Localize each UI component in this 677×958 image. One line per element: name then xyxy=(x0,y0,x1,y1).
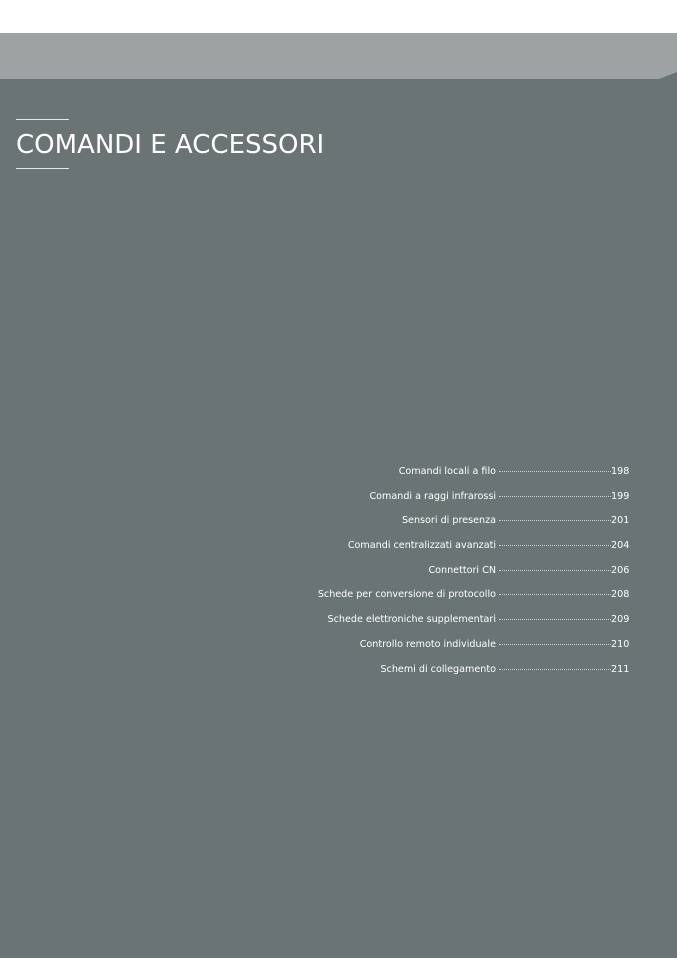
toc-page-number: 211 xyxy=(611,663,630,675)
table-of-contents xyxy=(300,466,629,688)
toc-page-number: 206 xyxy=(611,564,630,576)
toc-entry-controllo-remoto-individuale[interactable] xyxy=(300,639,629,664)
toc-page-number: 201 xyxy=(611,515,630,527)
toc-entry-label: Schemi di collegamento xyxy=(380,663,496,675)
toc-dot-leader xyxy=(499,496,611,497)
toc-entry-label: Connettori CN xyxy=(428,564,496,576)
toc-page-number: 208 xyxy=(611,589,630,601)
toc-entry-comandi-centralizzati-avanzati[interactable] xyxy=(300,540,629,565)
toc-page-number: 199 xyxy=(611,490,630,502)
toc-dot-leader xyxy=(499,669,611,670)
toc-entry-label: Schede elettroniche supplementari xyxy=(327,614,496,626)
toc-entry-label: Schede per conversione di protocollo xyxy=(317,589,496,601)
toc-dot-leader xyxy=(499,619,611,620)
toc-dot-leader xyxy=(499,520,611,521)
toc-dot-leader xyxy=(499,545,611,546)
toc-page-number: 210 xyxy=(611,638,630,650)
toc-page-number: 204 xyxy=(611,540,630,552)
toc-entry-label: Comandi a raggi infrarossi xyxy=(369,490,496,502)
toc-page-number: 198 xyxy=(611,466,630,477)
section-title: COMANDI E ACCESSORI xyxy=(16,130,325,160)
toc-entry-label: Sensori di presenza xyxy=(401,515,496,527)
toc-entry-schemi-di-collegamento[interactable] xyxy=(300,664,629,689)
toc-entry-label: Comandi locali a filo xyxy=(398,466,496,477)
toc-entry-schede-elettroniche-supplementari[interactable] xyxy=(300,614,629,639)
toc-entry-sensori-di-presenza[interactable] xyxy=(300,515,629,540)
title-rule-bottom xyxy=(16,168,69,169)
toc-page-number: 209 xyxy=(611,614,630,626)
toc-entry-schede-per-conversione-di-protocollo[interactable] xyxy=(300,589,629,614)
title-rule-top xyxy=(16,119,69,120)
toc-entry-connettori-cn[interactable] xyxy=(300,565,629,590)
toc-entry-comandi-locali-a-filo[interactable] xyxy=(300,466,629,491)
toc-entry-label: Controllo remoto individuale xyxy=(359,638,496,650)
toc-dot-leader xyxy=(499,594,611,595)
header-band-corner xyxy=(659,72,677,79)
toc-entry-label: Comandi centralizzati avanzati xyxy=(347,540,496,552)
toc-dot-leader xyxy=(499,471,611,472)
toc-entry-comandi-a-raggi-infrarossi[interactable] xyxy=(300,491,629,516)
toc-dot-leader xyxy=(499,570,611,571)
toc-dot-leader xyxy=(499,644,611,645)
header-band xyxy=(0,33,677,79)
